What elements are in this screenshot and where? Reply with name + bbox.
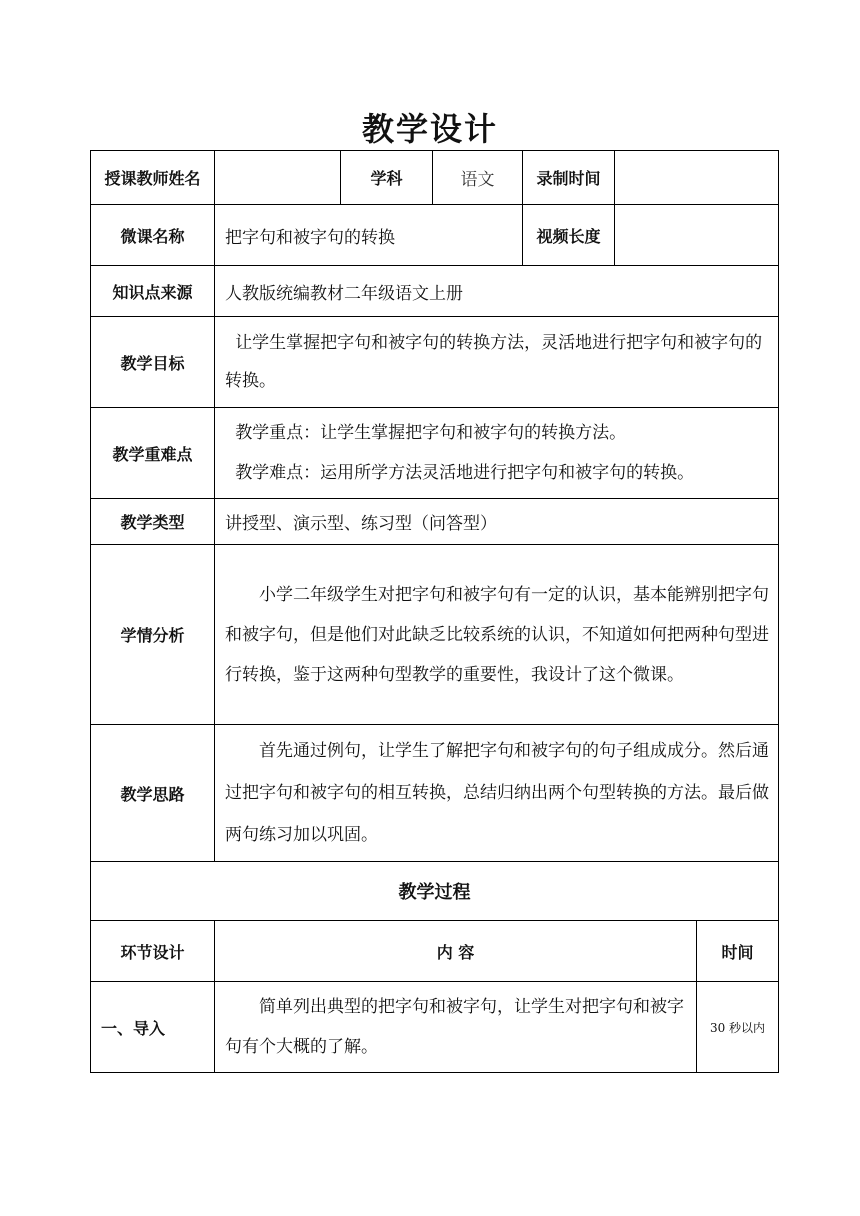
header-time: 时间 <box>697 921 779 982</box>
row-basic-info <box>91 151 779 205</box>
key-points-label: 教学重难点 <box>91 408 215 499</box>
record-time-label: 录制时间 <box>523 151 615 205</box>
key-difficulty-text: 教学难点：运用所学方法灵活地进行把字句和被字句的转换。 <box>235 463 695 483</box>
table-row <box>91 982 779 1073</box>
type-value: 讲授型、演示型、练习型（问答型） <box>215 499 779 545</box>
row-key-points <box>91 408 779 499</box>
course-name-value: 把字句和被字句的转换 <box>215 205 523 266</box>
row-approach <box>91 725 779 862</box>
row-source <box>91 266 779 317</box>
process-header-row <box>91 921 779 982</box>
type-label: 教学类型 <box>91 499 215 545</box>
time-cell: 30 秒以内 <box>697 982 779 1073</box>
analysis-label: 学情分析 <box>91 545 215 725</box>
row-goal <box>91 317 779 408</box>
teacher-name-value <box>215 151 341 205</box>
source-value: 人教版统编教材二年级语文上册 <box>215 266 779 317</box>
teacher-name-label: 授课教师姓名 <box>91 151 215 205</box>
lesson-design-table <box>90 150 779 1073</box>
header-content: 内 容 <box>215 921 697 982</box>
analysis-value: 小学二年级学生对把字句和被字句有一定的认识，基本能辨别把字句和被字句，但是他们对此缺乏比较系统的认识，不知道如何把两种句型进行转换，鉴于这两种句型教学的重要性，我设计了这个微课。 <box>225 584 769 685</box>
row-course-name <box>91 205 779 266</box>
goal-value: 让学生掌握把字句和被字句的转换方法，灵活地进行把字句和被字句的转换。 <box>225 333 763 391</box>
goal-label: 教学目标 <box>91 317 215 408</box>
content-cell: 简单列出典型的把字句和被字句，让学生对把字句和被字句有个大概的了解。 <box>225 997 684 1057</box>
row-type <box>91 499 779 545</box>
page-title: 教学设计 <box>361 110 498 148</box>
key-focus-text: 教学重点：让学生掌握把字句和被字句的转换方法。 <box>235 423 627 443</box>
approach-label: 教学思路 <box>91 725 215 862</box>
approach-value: 首先通过例句，让学生了解把字句和被字句的句子组成成分。然后通过把字句和被字句的相互转换，总结归纳出两个句型转换的方法。最后做两句练习加以巩固。 <box>225 741 769 845</box>
row-process-title <box>91 862 779 921</box>
course-name-label: 微课名称 <box>91 205 215 266</box>
source-label: 知识点来源 <box>91 266 215 317</box>
video-length-label: 视频长度 <box>523 205 615 266</box>
subject-label: 学科 <box>341 151 433 205</box>
stage-cell: 一、导入 <box>91 982 215 1073</box>
process-title: 教学过程 <box>91 862 779 921</box>
record-time-value <box>615 151 779 205</box>
subject-value: 语文 <box>433 151 523 205</box>
video-length-value <box>615 205 779 266</box>
row-analysis <box>91 545 779 725</box>
header-stage: 环节设计 <box>91 921 215 982</box>
